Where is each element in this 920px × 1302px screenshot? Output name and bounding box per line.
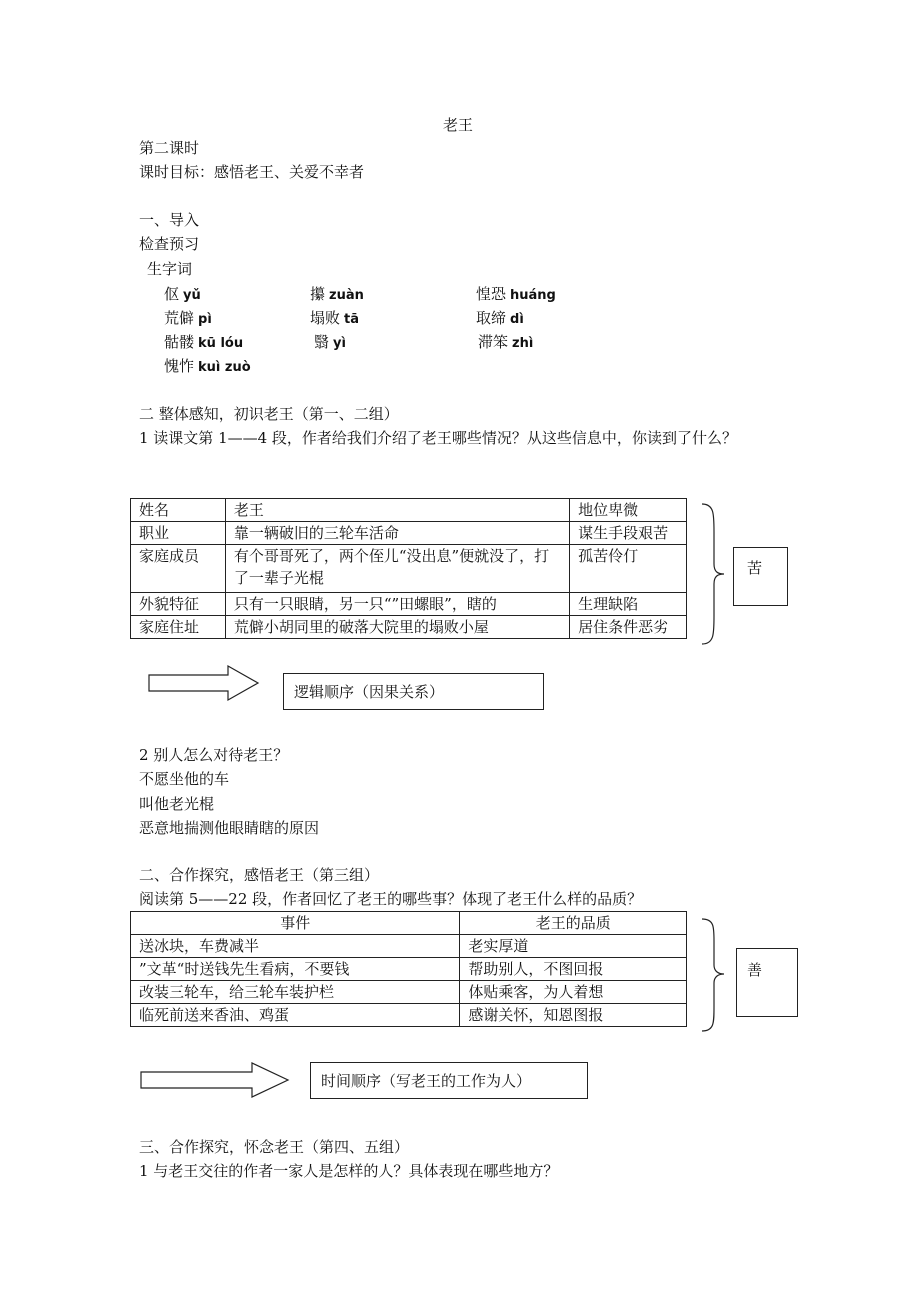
table-row [131, 1004, 687, 1027]
table-header: 老王的品质 [460, 912, 687, 935]
question-2: 2 别人怎么对待老王？ [139, 746, 289, 764]
question-1: 1 读课文第 1——4 段，作者给我们介绍了老王哪些情况？从这些信息中，你读到了什么？ [139, 429, 737, 447]
events-table [130, 911, 687, 1027]
section-explore-heading: 二、合作探究，感悟老王（第三组） [139, 866, 380, 884]
table-cell: 姓名 [131, 499, 226, 522]
table-cell: 只有一只眼睛，另一只“”田螺眼”，瞎的 [225, 593, 569, 616]
table-cell: ”文革“时送钱先生看病，不要钱 [131, 958, 460, 981]
treatment-line: 恶意地揣测他眼睛瞎的原因 [139, 819, 320, 837]
vocab-item: 荒僻 pì [164, 309, 212, 327]
table-cell: 居住条件恶劣 [570, 616, 687, 639]
table-row [131, 522, 687, 545]
table-cell: 改装三轮车，给三轮车装护栏 [131, 981, 460, 1004]
summary-box-kind: 善 [736, 948, 798, 1017]
table-cell: 家庭成员 [131, 545, 226, 593]
table-cell: 荒僻小胡同里的破落大院里的塌败小屋 [225, 616, 569, 639]
lesson-goal: 课时目标：感悟老王、关爱不幸者 [139, 163, 365, 181]
table-header-row [131, 912, 687, 935]
table-cell: 谋生手段艰苦 [570, 522, 687, 545]
vocab-label: 生字词 [147, 260, 193, 278]
order-box-time: 时间顺序（写老王的工作为人） [310, 1062, 588, 1099]
vocab-item: 骷髅 kū lóu [164, 333, 244, 351]
table-cell: 帮助别人，不图回报 [460, 958, 687, 981]
vocab-item: 塌败 tā [310, 309, 360, 327]
order-box-logic: 逻辑顺序（因果关系） [283, 673, 544, 710]
table-cell: 老王 [225, 499, 569, 522]
page-title: 老王 [443, 116, 474, 134]
section-remember-heading: 三、合作探究，怀念老王（第四、五组） [139, 1138, 410, 1156]
vocab-item: 愧怍 kuì zuò [164, 357, 251, 375]
table-cell: 临死前送来香油、鸡蛋 [131, 1004, 460, 1027]
table-row [131, 935, 687, 958]
treatment-line: 不愿坐他的车 [139, 770, 230, 788]
table-row [131, 593, 687, 616]
lesson-label: 第二课时 [139, 139, 200, 157]
table-cell: 职业 [131, 522, 226, 545]
question-3: 阅读第 5——22 段，作者回忆了老王的哪些事？体现了老王什么样的品质？ [139, 890, 643, 908]
table-row [131, 958, 687, 981]
arrow-right-icon [140, 1062, 290, 1098]
table-cell: 体贴乘客，为人着想 [460, 981, 687, 1004]
vocab-item: 惶恐 huáng [476, 285, 556, 303]
table-cell: 靠一辆破旧的三轮车活命 [225, 522, 569, 545]
vocab-item: 伛 yǔ [164, 285, 201, 303]
table-cell: 生理缺陷 [570, 593, 687, 616]
section-intro-heading: 一、导入 [139, 211, 200, 229]
table-cell: 送冰块，车费减半 [131, 935, 460, 958]
summary-box-bitter: 苦 [733, 547, 788, 606]
table-cell: 地位卑微 [570, 499, 687, 522]
table-row [131, 616, 687, 639]
vocab-item: 取缔 dì [476, 309, 524, 327]
table-cell: 有个哥哥死了，两个侄儿“没出息”便就没了，打了一辈子光棍 [225, 545, 569, 593]
preview-check: 检查预习 [139, 235, 200, 253]
table-row [131, 499, 687, 522]
vocab-item: 翳 yì [314, 333, 346, 351]
vocab-item: 滞笨 zhì [478, 333, 534, 351]
table-cell: 老实厚道 [460, 935, 687, 958]
info-table [130, 498, 687, 639]
table-cell: 孤苦伶仃 [570, 545, 687, 593]
table-row [131, 981, 687, 1004]
table-cell: 外貌特征 [131, 593, 226, 616]
question-4: 1 与老王交往的作者一家人是怎样的人？具体表现在哪些地方？ [139, 1162, 559, 1180]
vocab-item: 攥 zuàn [310, 285, 364, 303]
right-brace-icon [700, 502, 730, 647]
table-header: 事件 [131, 912, 460, 935]
treatment-line: 叫他老光棍 [139, 795, 215, 813]
table-cell: 家庭住址 [131, 616, 226, 639]
section-perception-heading: 二 整体感知，初识老王（第一、二组） [139, 405, 399, 423]
arrow-right-icon [148, 665, 260, 701]
table-row [131, 545, 687, 593]
table-cell: 感谢关怀，知恩图报 [460, 1004, 687, 1027]
right-brace-icon [700, 917, 730, 1033]
